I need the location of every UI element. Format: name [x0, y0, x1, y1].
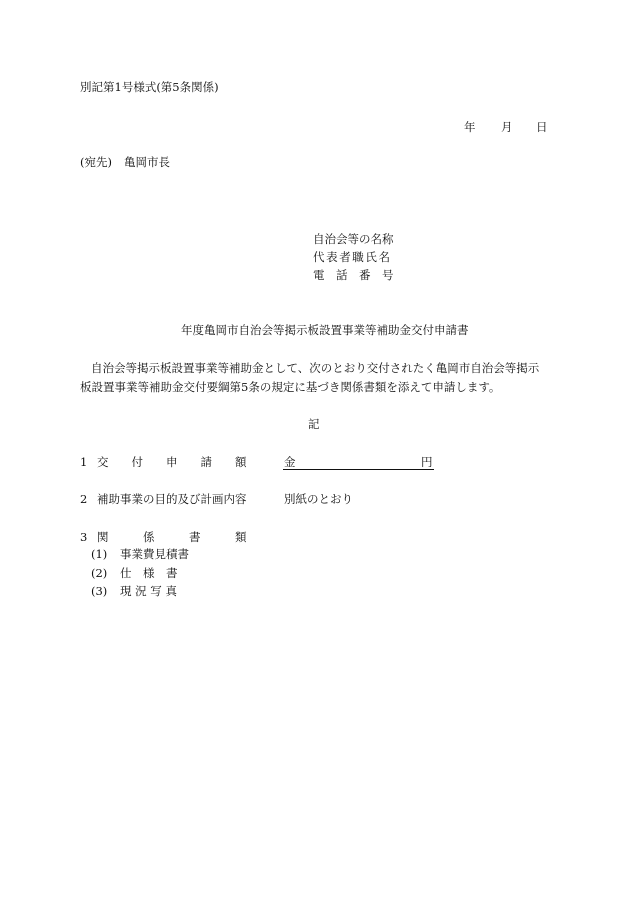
- ki-label: 記: [308, 417, 320, 431]
- item-1-value-suffix: 円: [421, 455, 433, 469]
- form-number: 別記第1号様式(第5条関係): [80, 80, 219, 94]
- subitem-1-number: (1): [91, 547, 108, 561]
- item-1-value-prefix: 金: [284, 455, 296, 469]
- date-year-label: 年: [464, 120, 476, 134]
- addressee-prefix: (宛先): [80, 155, 112, 169]
- applicant-rep-label: 代表者職氏名: [313, 250, 392, 264]
- body-line-1: 自治会等掲示板設置事業等補助金として、次のとおり交付されたく亀岡市自治会等掲示: [91, 361, 540, 375]
- body-line-2: 板設置事業等補助金交付要綱第5条の規定に基づき関係書類を添えて申請します。: [80, 380, 501, 394]
- grant-amount-field: [283, 455, 434, 470]
- item-1-number: 1: [80, 455, 88, 469]
- date-month-label: 月: [501, 120, 513, 134]
- subitem-3-label: 現 況 写 真: [120, 584, 177, 598]
- document-title: 年度亀岡市自治会等掲示板設置事業等補助金交付申請書: [181, 323, 469, 337]
- item-2-value: 別紙のとおり: [284, 492, 353, 506]
- applicant-phone-label: 電 話 番 号: [313, 268, 394, 282]
- item-3-label: 関 係 書 類: [97, 530, 247, 544]
- subitem-3-number: (3): [91, 584, 108, 598]
- subitem-2-label: 仕 様 書: [120, 566, 178, 580]
- item-3-number: 3: [80, 530, 88, 544]
- subitem-2-number: (2): [91, 566, 108, 580]
- applicant-org-name-label: 自治会等の名称: [313, 232, 394, 246]
- item-2-label: 補助事業の目的及び計画内容: [97, 492, 247, 506]
- subitem-1-label: 事業費見積書: [120, 547, 189, 561]
- item-2-number: 2: [80, 492, 88, 506]
- addressee-name: 亀岡市長: [124, 155, 170, 169]
- date-day-label: 日: [536, 120, 548, 134]
- item-1-label: 交 付 申 請 額: [97, 455, 247, 469]
